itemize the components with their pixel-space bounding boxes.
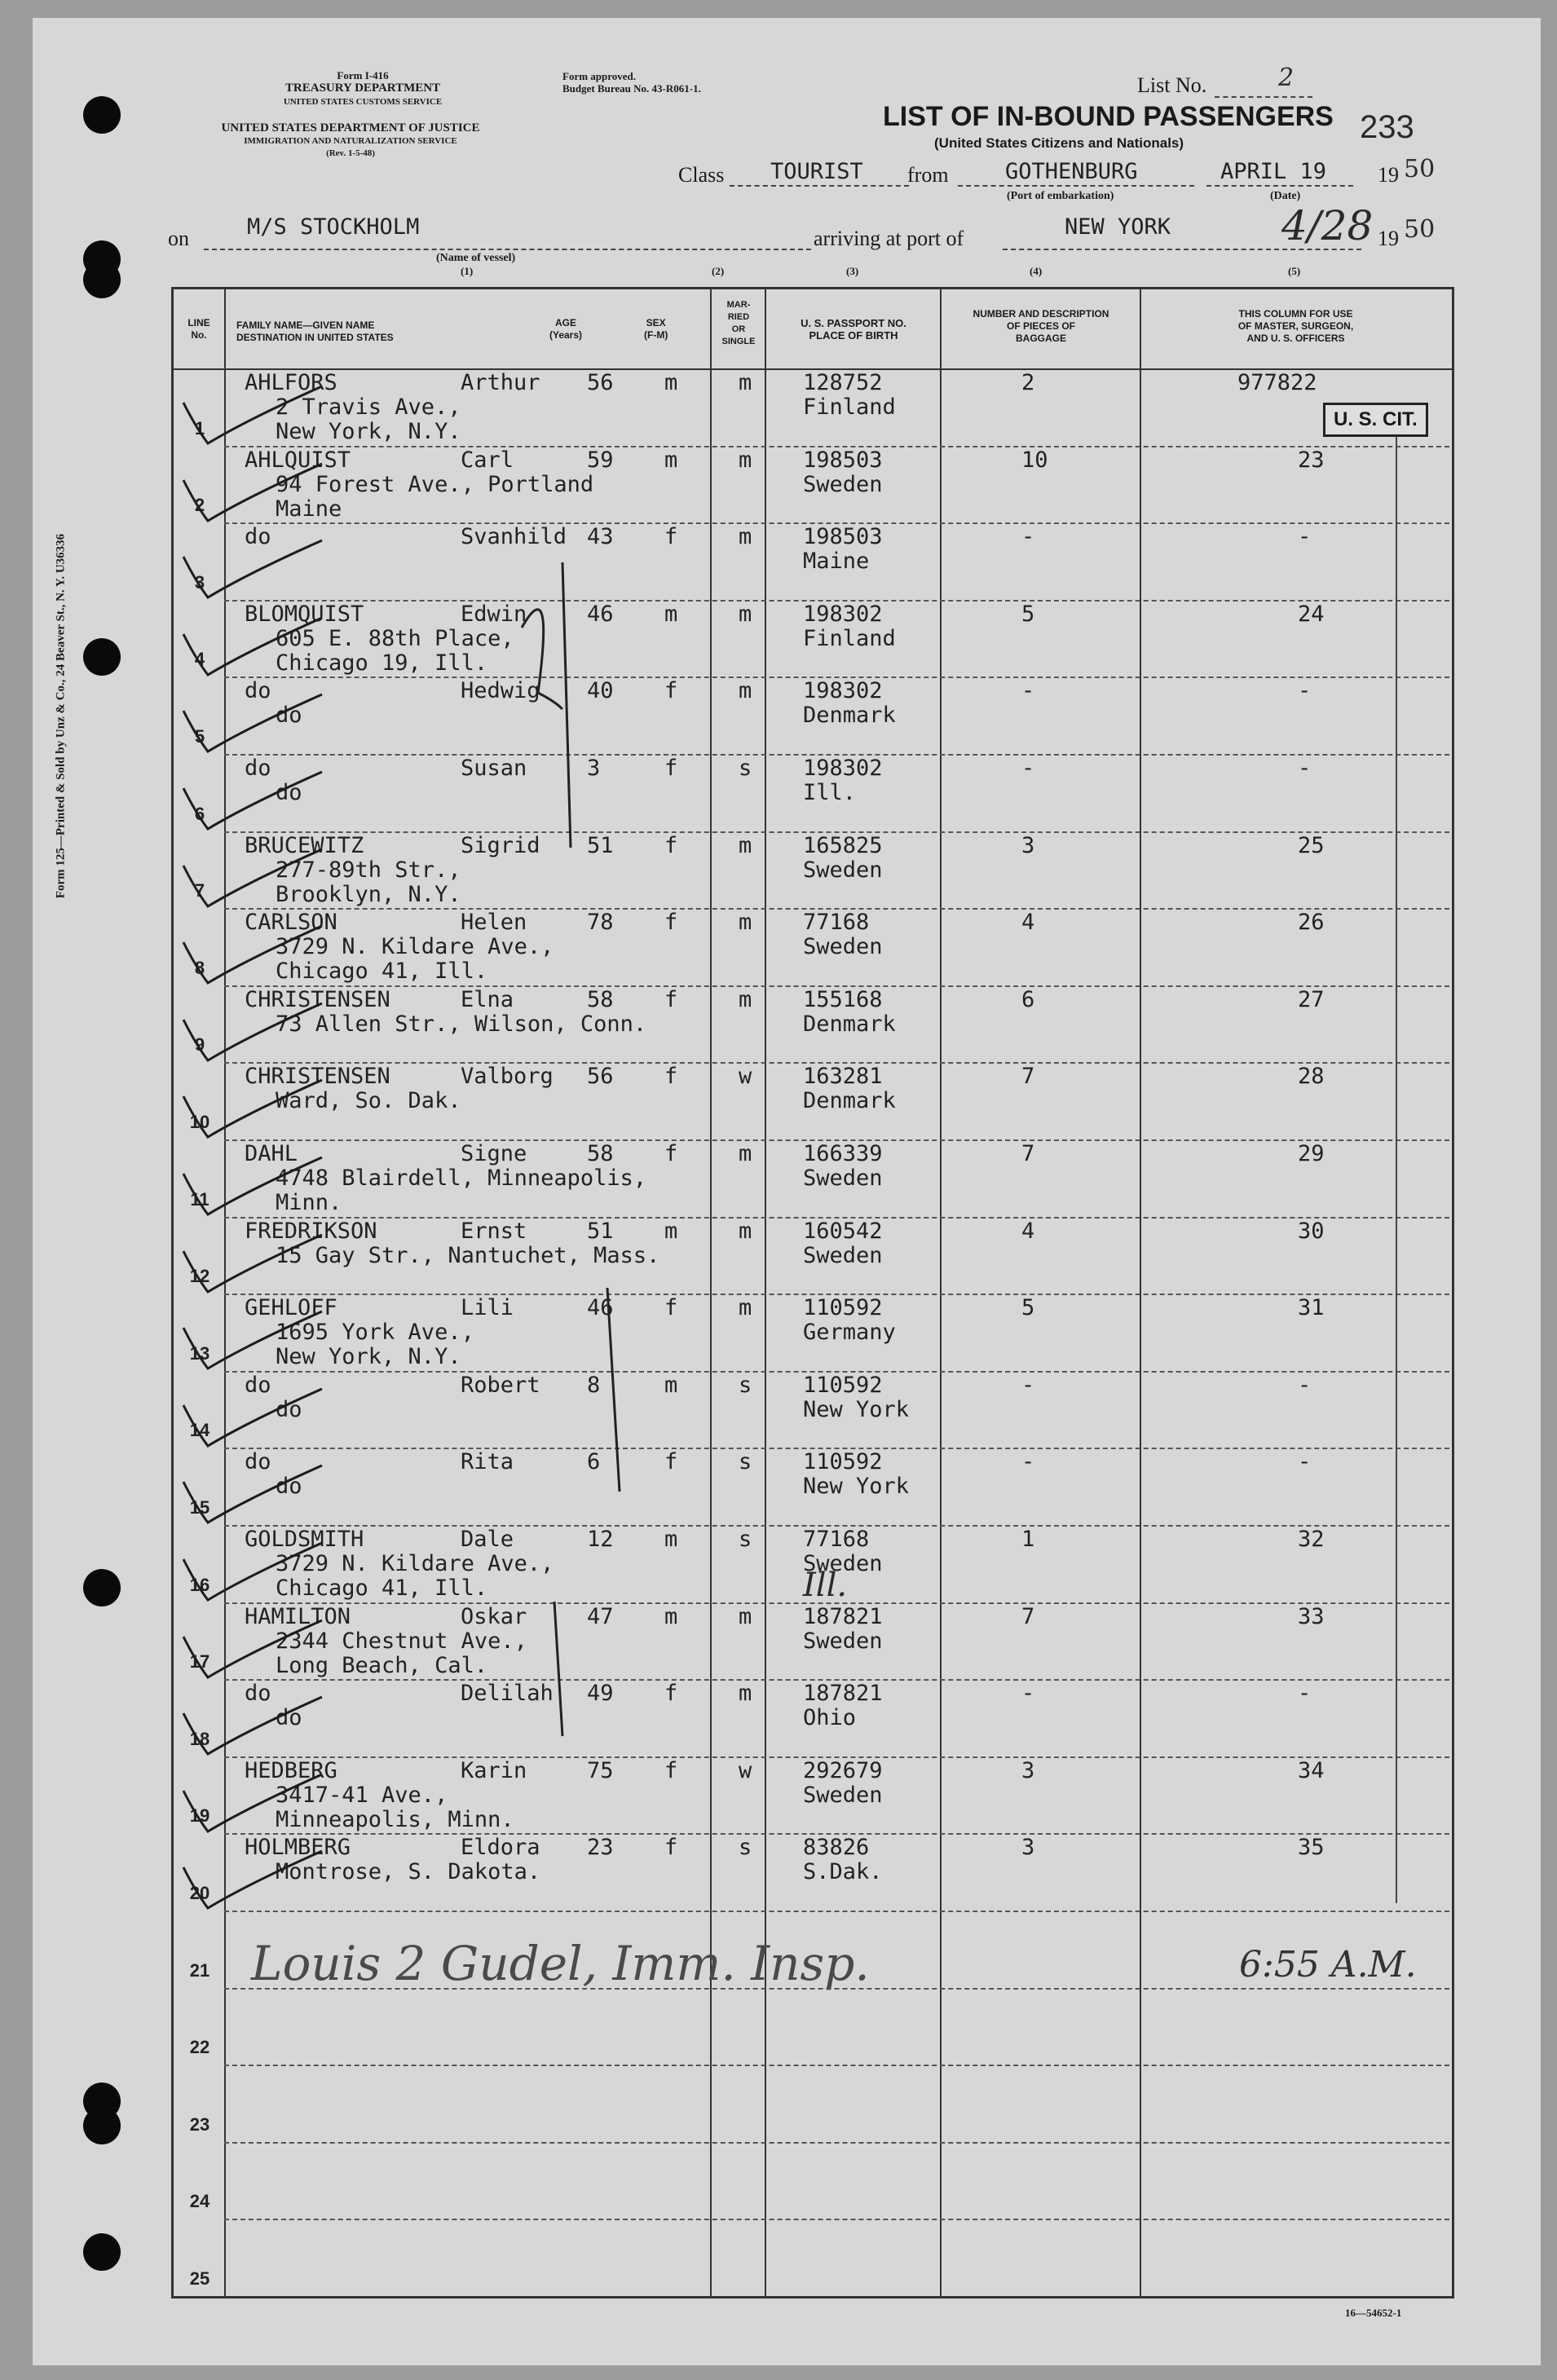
officer-use: 977822 <box>1237 370 1317 395</box>
family-name: HAMILTON <box>245 1603 351 1629</box>
given-name: Susan <box>461 756 527 781</box>
passport-number: 110592 <box>803 1295 883 1321</box>
port-embark-label: (Port of embarkation) <box>1007 190 1114 202</box>
baggage-count: - <box>1021 1449 1035 1475</box>
address-line-2: Chicago 41, Ill. <box>276 959 488 985</box>
address-line-2: New York, N.Y. <box>276 1344 461 1370</box>
address-line-1: 3729 N. Kildare Ave., <box>276 934 554 960</box>
age: 46 <box>587 1295 614 1321</box>
passport-number: 292679 <box>803 1757 883 1783</box>
line-number: 9 <box>194 1034 205 1056</box>
sex: f <box>664 1681 678 1707</box>
passport-number: 110592 <box>803 1449 883 1475</box>
baggage-count: 10 <box>1021 447 1048 473</box>
officer-use: - <box>1298 678 1312 704</box>
age: 75 <box>587 1757 614 1783</box>
arriving-label: arriving at port of <box>814 227 964 250</box>
address-line-2: Brooklyn, N.Y. <box>276 881 461 907</box>
address-line-2: Chicago 41, Ill. <box>276 1576 488 1601</box>
marital-status: m <box>739 986 752 1012</box>
place-of-birth: Denmark <box>803 703 896 729</box>
passport-number: 198503 <box>803 524 883 550</box>
date-year: 50 <box>1404 155 1436 183</box>
marital-status: m <box>739 1603 752 1629</box>
line-number: 13 <box>189 1342 210 1364</box>
baggage-count: 5 <box>1021 601 1035 627</box>
marital-status: s <box>739 1835 752 1861</box>
place-of-birth: New York <box>803 1396 910 1422</box>
given-name: Robert <box>461 1372 540 1398</box>
sex: f <box>664 1295 678 1321</box>
address-line-2: Maine <box>276 496 342 522</box>
baggage-count: 2 <box>1021 370 1035 395</box>
address-line-1: do <box>276 1396 302 1422</box>
passport-number: 128752 <box>803 370 883 395</box>
sex: m <box>664 1603 678 1629</box>
baggage-count: 7 <box>1021 1603 1035 1629</box>
sex: f <box>664 1835 678 1861</box>
address-line-1: 73 Allen Str., Wilson, Conn. <box>276 1011 647 1037</box>
officer-use: - <box>1298 1449 1312 1475</box>
vessel-label: (Name of vessel) <box>436 252 516 264</box>
age: 3 <box>587 756 601 781</box>
age: 56 <box>587 370 614 395</box>
place-of-birth: Sweden <box>803 857 883 883</box>
address-line-1: do <box>276 780 302 805</box>
baggage-count: - <box>1021 1681 1035 1707</box>
marital-status: m <box>739 1141 752 1166</box>
line-number: 2 <box>194 495 205 516</box>
line-number: 15 <box>189 1497 210 1518</box>
list-number-value: 2 <box>1278 64 1295 92</box>
col-header-baggage: NUMBER AND DESCRIPTION OF PIECES OF BAGGAGE <box>973 308 1109 344</box>
passport-number: 198302 <box>803 756 883 781</box>
line-number: 20 <box>189 1883 210 1903</box>
col-header-sex: SEX (F-M) <box>644 317 668 341</box>
family-name: GOLDSMITH <box>245 1527 364 1552</box>
marital-status: s <box>739 1372 752 1398</box>
passport-number: 160542 <box>803 1218 883 1244</box>
line-number: 7 <box>194 880 205 901</box>
date-value: APRIL 19 <box>1220 159 1327 184</box>
family-name: CARLSON <box>245 910 337 936</box>
officer-use: 28 <box>1298 1064 1325 1090</box>
line-number: 5 <box>194 726 205 747</box>
col-header-family: FAMILY NAME—GIVEN NAME DESTINATION IN UNITED STATES <box>236 320 394 343</box>
place-of-birth: Denmark <box>803 1088 896 1114</box>
officer-use: - <box>1298 1681 1312 1707</box>
baggage-count: 4 <box>1021 1218 1035 1244</box>
sex: m <box>664 447 678 473</box>
baggage-count: 3 <box>1021 1835 1035 1861</box>
line-number: 11 <box>190 1188 210 1210</box>
sex: f <box>664 756 678 781</box>
arrival-date: 4/28 <box>1281 202 1374 249</box>
officer-use: 34 <box>1298 1757 1325 1783</box>
address-line-1: 3729 N. Kildare Ave., <box>276 1551 554 1576</box>
ins-service: IMMIGRATION AND NATURALIZATION SERVICE <box>244 136 457 146</box>
line-number: 3 <box>194 571 205 593</box>
given-name: Carl <box>461 447 514 473</box>
line-number: 6 <box>194 803 205 824</box>
place-of-birth: Ohio <box>803 1705 857 1731</box>
line-number: 25 <box>189 2268 210 2289</box>
age: 58 <box>587 1141 614 1166</box>
given-name: Edwin <box>461 601 527 627</box>
marital-status: m <box>739 1681 752 1707</box>
address-line-1: 277-89th Str., <box>276 857 461 883</box>
given-name: Arthur <box>461 370 540 395</box>
sex: f <box>664 986 678 1012</box>
place-of-birth: New York <box>803 1474 910 1500</box>
given-name: Valborg <box>461 1064 554 1090</box>
place-of-birth: Finland <box>803 625 896 651</box>
baggage-count: 6 <box>1021 986 1035 1012</box>
baggage-count: 7 <box>1021 1064 1035 1090</box>
family-name: do <box>245 1681 271 1707</box>
address-line-1: do <box>276 1474 302 1500</box>
justice-dept: UNITED STATES DEPARTMENT OF JUSTICE <box>221 121 480 134</box>
from-value: GOTHENBURG <box>1005 159 1138 184</box>
family-name: FREDRIKSON <box>245 1218 377 1244</box>
passport-number: 163281 <box>803 1064 883 1090</box>
line-number: 22 <box>189 2037 210 2058</box>
address-line-2: Long Beach, Cal. <box>276 1652 488 1678</box>
address-line-1: do <box>276 703 302 729</box>
arrival-year-prefix: 19 <box>1378 227 1399 250</box>
place-of-birth: Sweden <box>803 471 883 497</box>
line-number: 23 <box>189 2113 210 2135</box>
line-number: 16 <box>189 1574 210 1595</box>
marital-status: w <box>739 1757 752 1783</box>
officer-use: 32 <box>1298 1527 1325 1552</box>
given-name: Delilah <box>461 1681 554 1707</box>
given-name: Helen <box>461 910 527 936</box>
officer-use: 35 <box>1298 1835 1325 1861</box>
officer-use: - <box>1298 524 1312 550</box>
marital-status: w <box>739 1064 752 1090</box>
family-name: BLOMQUIST <box>245 601 364 627</box>
line-number: 1 <box>194 417 205 439</box>
given-name: Hedwig <box>461 678 540 704</box>
sex: m <box>664 601 678 627</box>
baggage-count: 7 <box>1021 1141 1035 1166</box>
line-number: 4 <box>194 649 205 670</box>
passport-number: 198503 <box>803 447 883 473</box>
baggage-count: - <box>1021 678 1035 704</box>
age: 12 <box>587 1527 614 1552</box>
address-line-1: 2 Travis Ave., <box>276 394 461 420</box>
line-number: 14 <box>189 1420 210 1441</box>
us-citizen-stamp: U. S. CIT. <box>1323 403 1428 437</box>
line-number: 17 <box>189 1651 210 1673</box>
marital-status: m <box>739 678 752 704</box>
inspection-time: 6:55 A.M. <box>1239 1944 1417 1986</box>
address-line-2: Chicago 19, Ill. <box>276 650 488 676</box>
age: 8 <box>587 1372 601 1398</box>
col-5-label: (5) <box>1288 265 1301 277</box>
col-header-passport: U. S. PASSPORT NO. PLACE OF BIRTH <box>801 317 906 342</box>
passport-number: 198302 <box>803 678 883 704</box>
manifest-subtitle: (United States Citizens and Nationals) <box>934 135 1184 151</box>
family-name: HOLMBERG <box>245 1835 351 1861</box>
manifest-title: LIST OF IN-BOUND PASSENGERS <box>883 101 1334 132</box>
marital-status: s <box>739 756 752 781</box>
family-name: DAHL <box>245 1141 298 1166</box>
list-number-label: List No. <box>1137 73 1207 97</box>
page-number: 233 <box>1360 109 1414 145</box>
officer-use: 25 <box>1298 832 1325 858</box>
given-name: Sigrid <box>461 832 540 858</box>
officer-use: 29 <box>1298 1141 1325 1166</box>
marital-status: m <box>739 1218 752 1244</box>
given-name: Dale <box>461 1527 514 1552</box>
age: 59 <box>587 447 614 473</box>
place-of-birth: Finland <box>803 394 896 420</box>
officer-use: 23 <box>1298 447 1325 473</box>
line-number: 21 <box>189 1959 210 1981</box>
col-header-line: LINE No. <box>187 317 210 341</box>
treasury-dept: TREASURY DEPARTMENT <box>284 82 441 95</box>
line-number: 8 <box>194 957 205 978</box>
given-name: Oskar <box>461 1603 527 1629</box>
col-2-label: (2) <box>712 265 725 277</box>
place-of-birth: S.Dak. <box>803 1859 883 1885</box>
place-of-birth: Maine <box>803 549 870 575</box>
col-header-officers: THIS COLUMN FOR USE OF MASTER, SURGEON, AND U. S. OFFICERS <box>1237 308 1354 344</box>
age: 49 <box>587 1681 614 1707</box>
sex: m <box>664 370 678 395</box>
sex: f <box>664 1757 678 1783</box>
baggage-count: - <box>1021 756 1035 781</box>
arrival-port: NEW YORK <box>1065 214 1171 240</box>
officer-use: 26 <box>1298 910 1325 936</box>
form-approved: Form approved. <box>562 70 637 82</box>
address-line-2: Minn. <box>276 1190 342 1215</box>
age: 78 <box>587 910 614 936</box>
line-number: 10 <box>189 1112 210 1132</box>
family-name: BRUCEWITZ <box>245 832 364 858</box>
age: 6 <box>587 1449 601 1475</box>
given-name: Karin <box>461 1757 527 1783</box>
baggage-count: 3 <box>1021 1757 1035 1783</box>
given-name: Elna <box>461 986 514 1012</box>
passport-number: 166339 <box>803 1141 883 1166</box>
col-header-age: AGE (Years) <box>549 317 583 341</box>
family-name: do <box>245 1372 271 1398</box>
officer-use: 27 <box>1298 986 1325 1012</box>
marital-status: m <box>739 524 752 550</box>
marital-status: m <box>739 910 752 936</box>
family-name: do <box>245 524 271 550</box>
baggage-count: 3 <box>1021 832 1035 858</box>
col-1-label: (1) <box>461 265 474 277</box>
line-number: 24 <box>189 2191 210 2212</box>
sex: f <box>664 910 678 936</box>
place-of-birth: Sweden <box>803 934 883 960</box>
age: 56 <box>587 1064 614 1090</box>
address-line-1: do <box>276 1705 302 1731</box>
address-line-1: Montrose, S. Dakota. <box>276 1859 541 1885</box>
passport-number: 198302 <box>803 601 883 627</box>
family-name: CHRISTENSEN <box>245 986 390 1012</box>
address-line-1: 4748 Blairdell, Minneapolis, <box>276 1166 647 1191</box>
address-line-1: 15 Gay Str., Nantuchet, Mass. <box>276 1242 660 1268</box>
marital-status: m <box>739 1295 752 1321</box>
baggage-count: - <box>1021 1372 1035 1398</box>
family-name: do <box>245 1449 271 1475</box>
marital-status: m <box>739 447 752 473</box>
family-name: GEHLOFF <box>245 1295 337 1321</box>
line-number: 19 <box>189 1805 210 1827</box>
family-name: do <box>245 678 271 704</box>
passport-number: 83826 <box>803 1835 870 1861</box>
place-of-birth: Sweden <box>803 1166 883 1191</box>
revision: (Rev. 1-5-48) <box>326 148 375 158</box>
address-line-1: 94 Forest Ave., Portland <box>276 471 594 497</box>
passport-number: 165825 <box>803 832 883 858</box>
passport-number: 77168 <box>803 1527 870 1552</box>
age: 51 <box>587 832 614 858</box>
address-line-2: Minneapolis, Minn. <box>276 1806 514 1832</box>
baggage-count: - <box>1021 524 1035 550</box>
age: 47 <box>587 1603 614 1629</box>
sex: f <box>664 1449 678 1475</box>
address-line-1: 1695 York Ave., <box>276 1320 474 1346</box>
address-line-1: Ward, So. Dak. <box>276 1088 461 1114</box>
given-name: Ernst <box>461 1218 527 1244</box>
family-name: AHLFORS <box>245 370 337 395</box>
col-4-label: (4) <box>1030 265 1043 277</box>
class-value: TOURIST <box>770 159 863 184</box>
age: 51 <box>587 1218 614 1244</box>
sex: f <box>664 678 678 704</box>
address-line-1: 2344 Chestnut Ave., <box>276 1628 527 1654</box>
family-name: HEDBERG <box>245 1757 337 1783</box>
sex: m <box>664 1372 678 1398</box>
baggage-count: 5 <box>1021 1295 1035 1321</box>
inspector-signature: Louis 2 Gudel, Imm. Insp. <box>251 1936 870 1991</box>
age: 23 <box>587 1835 614 1861</box>
age: 40 <box>587 678 614 704</box>
address-line-1: 3417-41 Ave., <box>276 1782 448 1808</box>
sex: f <box>664 1141 678 1166</box>
budget-bureau: Budget Bureau No. 43-R061-1. <box>562 82 701 95</box>
place-of-birth: Sweden <box>803 1551 883 1576</box>
officer-use: 33 <box>1298 1603 1325 1629</box>
given-name: Eldora <box>461 1835 540 1861</box>
form-number: Form I-416 <box>337 69 389 82</box>
line-number: 12 <box>189 1266 210 1287</box>
officer-use: - <box>1298 1372 1312 1398</box>
sex: f <box>664 832 678 858</box>
marital-status: s <box>739 1527 752 1552</box>
arrival-year: 50 <box>1404 215 1436 244</box>
passport-number: 110592 <box>803 1372 883 1398</box>
marital-status: m <box>739 601 752 627</box>
customs-service: UNITED STATES CUSTOMS SERVICE <box>283 97 443 107</box>
officer-use: 31 <box>1298 1295 1325 1321</box>
given-name: Rita <box>461 1449 514 1475</box>
printer-side-text: Form 125—Printed & Sold by Unz & Co., 24 Beaver St., N. Y. U36336 <box>54 533 68 899</box>
on-label: on <box>168 227 189 250</box>
vessel-name: M/S STOCKHOLM <box>247 214 420 240</box>
line-number: 18 <box>189 1728 210 1749</box>
sex: m <box>664 1218 678 1244</box>
officer-use: 24 <box>1298 601 1325 627</box>
age: 46 <box>587 601 614 627</box>
given-name: Svanhild <box>461 524 567 550</box>
sex: f <box>664 524 678 550</box>
passport-number: 77168 <box>803 910 870 936</box>
given-name: Signe <box>461 1141 527 1166</box>
class-label: Class <box>678 163 725 187</box>
sex: m <box>664 1527 678 1552</box>
given-name: Lili <box>461 1295 514 1321</box>
marital-status: m <box>739 370 752 395</box>
sex: f <box>664 1064 678 1090</box>
place-of-birth: Sweden <box>803 1628 883 1654</box>
passport-number: 155168 <box>803 986 883 1012</box>
marital-status: m <box>739 832 752 858</box>
date-label: (Date) <box>1270 190 1301 202</box>
address-line-1: 605 E. 88th Place, <box>276 625 514 651</box>
officer-use: 30 <box>1298 1218 1325 1244</box>
address-line-2: New York, N.Y. <box>276 419 461 444</box>
baggage-count: 1 <box>1021 1527 1035 1552</box>
marital-status: s <box>739 1449 752 1475</box>
family-name: do <box>245 756 271 781</box>
footer-code: 16—54652-1 <box>1345 2307 1402 2319</box>
age: 43 <box>587 524 614 550</box>
age: 58 <box>587 986 614 1012</box>
place-of-birth: Ill. <box>803 780 857 805</box>
date-year-prefix: 19 <box>1378 163 1399 187</box>
place-of-birth: Sweden <box>803 1782 883 1808</box>
place-of-birth: Denmark <box>803 1011 896 1037</box>
from-label: from <box>907 163 949 187</box>
family-name: CHRISTENSEN <box>245 1064 390 1090</box>
place-of-birth: Germany <box>803 1320 896 1346</box>
birth-correction: Ill. <box>803 1567 848 1604</box>
family-name: AHLQUIST <box>245 447 351 473</box>
baggage-count: 4 <box>1021 910 1035 936</box>
place-of-birth: Sweden <box>803 1242 883 1268</box>
passport-number: 187821 <box>803 1681 883 1707</box>
col-header-married: MAR- RIED OR SINGLE <box>721 300 756 346</box>
passport-number: 187821 <box>803 1603 883 1629</box>
col-3-label: (3) <box>846 265 859 277</box>
officer-use: - <box>1298 756 1312 781</box>
